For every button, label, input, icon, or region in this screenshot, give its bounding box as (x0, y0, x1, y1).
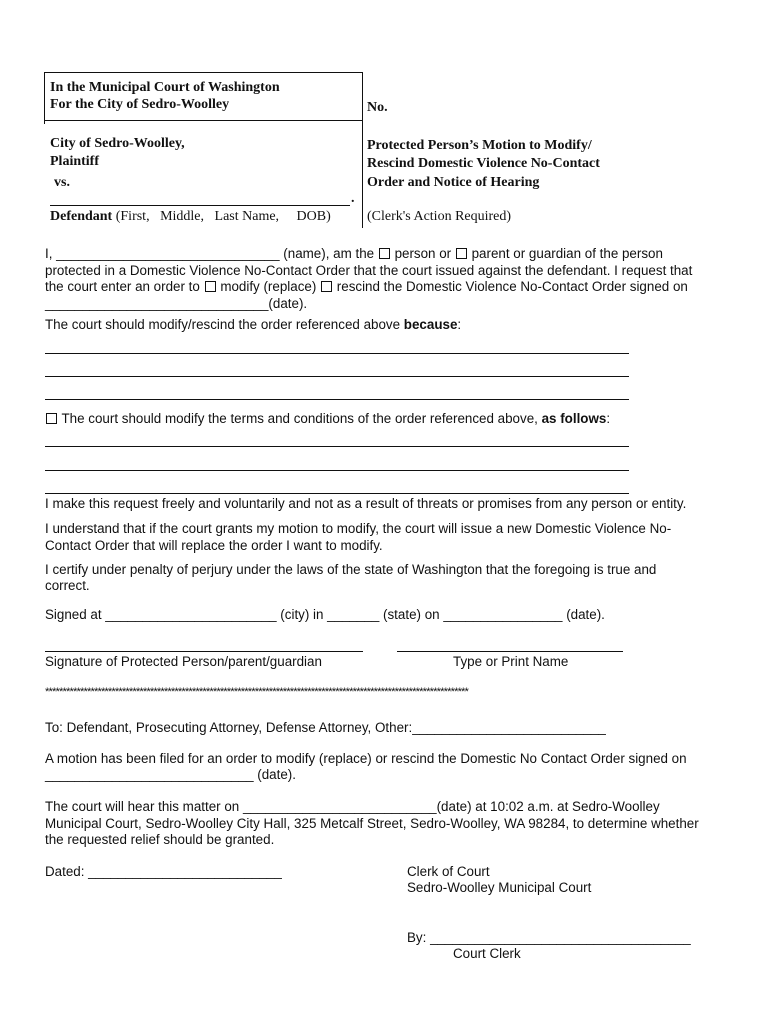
motion-filed-line2: ____________________________ (date). (45, 767, 296, 782)
modify-checkbox[interactable] (205, 281, 216, 292)
follows-bold: as follows (541, 411, 607, 426)
signed-at-line[interactable]: Signed at _______________________ (city) in _______ (state) on ________________ (date). (45, 607, 605, 622)
follows-line (45, 410, 610, 427)
hearing-line3: the requested relief should be granted. (45, 832, 275, 847)
hearing-line2: Municipal Court, Sedro-Woolley City Hall, 325 Metcalf Street, Sedro-Woolley, WA 98284, to determine whether (45, 816, 699, 831)
caption-left-border (44, 72, 45, 124)
print-name-label: Type or Print Name (453, 654, 569, 669)
guardian-checkbox[interactable] (456, 248, 467, 259)
because-line (45, 316, 461, 333)
court-clerk-label: Court Clerk (453, 946, 521, 961)
defendant-label-row (50, 208, 331, 226)
because-blank-line-2[interactable] (45, 376, 629, 377)
court-name-line2: For the City of Sedro-Woolley (50, 97, 230, 112)
dated-line[interactable]: Dated: __________________________ (45, 864, 282, 879)
plaintiff-name: City of Sedro-Woolley, (50, 136, 185, 151)
rescind-checkbox[interactable] (321, 281, 332, 292)
follows-colon: : (606, 411, 611, 426)
form-title-line2: Rescind Domestic Violence No-Contact (367, 156, 600, 171)
motion-line2: protected in a Domestic Violence No-Contact Order that the court issued against the defendant. I request that (45, 263, 693, 278)
defendant-label: Defendant (50, 209, 113, 224)
motion-line4: ______________________________(date). (45, 296, 308, 311)
clerk-signature-line[interactable]: By: ___________________________________ (407, 930, 691, 945)
understand-line2: Contact Order that will replace the order I want to modify. (45, 538, 383, 553)
form-title-line1: Protected Person’s Motion to Modify/ (367, 138, 592, 153)
because-bold: because (403, 317, 458, 332)
modify-terms-checkbox[interactable] (46, 413, 57, 424)
motion-line3 (45, 278, 688, 295)
motion-line1-end: parent or guardian of the person (471, 246, 663, 261)
clerk-action-note: (Clerk's Action Required) (367, 209, 512, 224)
caption-mid-border (44, 120, 362, 121)
court-name-line1: In the Municipal Court of Washington (50, 80, 280, 95)
defendant-line-dot: . (351, 191, 355, 206)
follows-blank-line-1[interactable] (45, 446, 629, 447)
defendant-name-line (50, 205, 350, 206)
because-blank-line-3[interactable] (45, 399, 629, 400)
motion-line1 (45, 245, 663, 262)
clerk-of-court: Clerk of Court (407, 864, 490, 879)
person-checkbox[interactable] (379, 248, 390, 259)
notice-to-line: To: Defendant, Prosecuting Attorney, Defense Attorney, Other:__________________________ (45, 720, 606, 735)
follows-blank-line-3[interactable] (45, 493, 629, 494)
understand-line1: I understand that if the court grants my motion to modify, the court will issue a new Domestic Violence No- (45, 521, 672, 536)
defendant-fields: (First, Middle, Last Name, DOB) (115, 209, 331, 224)
motion-line3-start: the court enter an order to (45, 279, 200, 294)
motion-line1-mid: person or (394, 246, 452, 261)
follows-blank-line-2[interactable] (45, 470, 629, 471)
section-separator: ************************************************************************************************************************* (45, 686, 469, 698)
certify-line2: correct. (45, 578, 90, 593)
motion-line3-mid: modify (replace) (220, 279, 317, 294)
caption-top-border (44, 72, 362, 73)
print-name-line[interactable] (397, 651, 623, 652)
because-text: The court should modify/rescind the order referenced above (45, 317, 401, 332)
motion-line1-start: I, ______________________________ (name), am the (45, 246, 375, 261)
hearing-line1: The court will hear this matter on __________________________(date) at 10:02 a.m. at Sedro-Woolley (45, 799, 660, 814)
caption-right-border-top (362, 72, 363, 120)
signature-label: Signature of Protected Person/parent/guardian (45, 654, 322, 669)
municipal-court-name: Sedro-Woolley Municipal Court (407, 880, 592, 895)
voluntary-statement: I make this request freely and voluntarily and not as a result of threats or promises from any person or entity. (45, 496, 687, 511)
signature-line[interactable] (45, 651, 363, 652)
follows-text: The court should modify the terms and conditions of the order referenced above, (61, 411, 538, 426)
form-title-line3: Order and Notice of Hearing (367, 175, 540, 190)
motion-line3-end: rescind the Domestic Violence No-Contact Order signed on (336, 279, 688, 294)
certify-line1: I certify under penalty of perjury under the laws of the state of Washington that the foregoing is true and (45, 562, 657, 577)
case-number-label: No. (367, 100, 388, 115)
because-colon: : (457, 317, 462, 332)
because-blank-line-1[interactable] (45, 353, 629, 354)
caption-right-border-bottom (362, 120, 363, 228)
motion-filed-line1: A motion has been filed for an order to modify (replace) or rescind the Domestic No Contact Order signed on (45, 751, 687, 766)
plaintiff-label: Plaintiff (50, 154, 99, 169)
versus-label: vs. (54, 175, 70, 190)
